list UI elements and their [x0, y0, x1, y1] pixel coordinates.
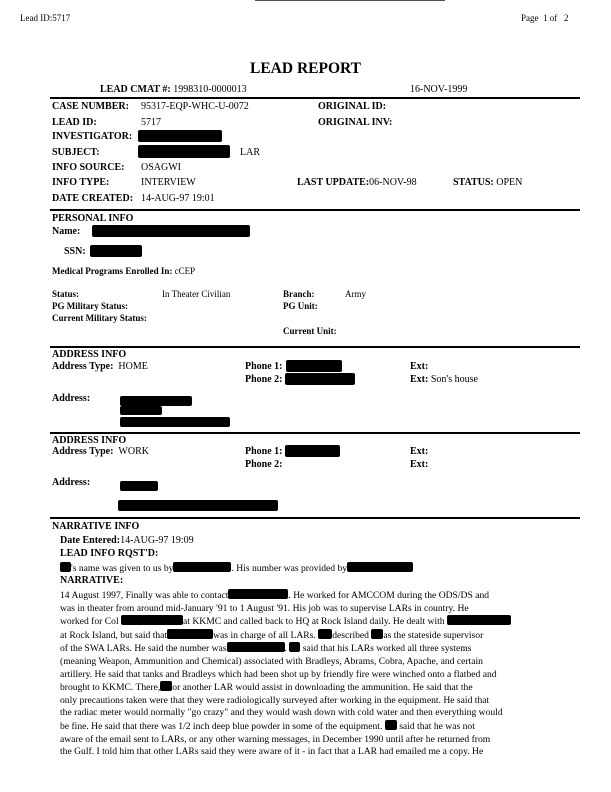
subject-label: SUBJECT: [52, 147, 100, 158]
redaction-block [138, 145, 230, 158]
redaction-block [118, 500, 278, 511]
ext2-label: Ext: [410, 459, 429, 470]
info-source-value: OSAGWI [141, 162, 181, 173]
status: STATUS: OPEN [453, 177, 523, 188]
narrative-label: NARRATIVE: [60, 575, 124, 586]
phone2-label: Phone 2: [245, 374, 283, 385]
top-scan-line [255, 0, 445, 1]
branch-value: Army [345, 289, 366, 299]
redaction-block [120, 417, 230, 427]
ext1-label: Ext: [410, 361, 429, 372]
lead-info-rqst-label: LEAD INFO RQST'D: [60, 548, 159, 559]
narrative-line: be fine. He said that there was 1/2 inch deep blue powder in some of the equipment. said that he was not [60, 720, 475, 732]
date-entered: Date Entered:14-AUG-97 19:09 [60, 535, 194, 546]
redaction-block [90, 245, 142, 257]
page-indicator: Page 1 of 2 [521, 13, 569, 23]
redaction-block [120, 396, 192, 406]
divider [50, 209, 580, 211]
narrative-line: the Gulf. I told him that other LARs said they were aware of it - in fact that a LAR had emailed me a copy. He [60, 746, 484, 758]
redaction-block [286, 360, 342, 372]
narrative-line: at Rock Island, but said that was in charge of all LARs. described as the stateside supervisor [60, 629, 484, 641]
narrative-line: was in theater from around mid-January '91 to 1 August '91. His job was to supervise LARs in country. He [60, 602, 469, 614]
name-label: Name: [52, 226, 81, 237]
narrative-line: of the SWA LARs. He said the number was . said that his LARs worked all three systems [60, 643, 472, 655]
header-lead-id: Lead ID:5717 [20, 13, 71, 23]
date-created-value: 14-AUG-97 19:01 [141, 193, 215, 204]
divider [50, 517, 580, 519]
lead-id-label: LEAD ID: [52, 117, 97, 128]
ext2: Ext: Son's house [410, 374, 478, 385]
narrative-line: 14 August 1997, Finally was able to contact . He worked for AMCCOM during the ODS/DS and [60, 590, 490, 601]
divider [50, 432, 580, 434]
lead-info-rqst-text: 's name was given to us by . His number was provided by [60, 562, 580, 576]
info-type-label: INFO TYPE: [52, 177, 110, 188]
redaction-block [285, 445, 340, 457]
redaction-block [138, 130, 222, 142]
case-number-value: 95317-EQP-WHC-U-0072 [141, 101, 249, 112]
case-number-label: CASE NUMBER: [52, 101, 129, 112]
date-created-label: DATE CREATED: [52, 193, 134, 204]
original-id-label: ORIGINAL ID: [318, 101, 387, 112]
narrative-line: brought to KKMC. There, or another LAR would assist in downloading the ammunition. He said that the [60, 682, 473, 694]
personal-info-heading: PERSONAL INFO [52, 213, 134, 224]
narrative-line: only precautions taken were that they were radiologically surveyed after working in the equipment. He said that [60, 694, 490, 706]
address-type: Address Type: WORK [52, 446, 149, 457]
lead-cmat: LEAD CMAT #: 1998310-0000013 [100, 84, 247, 95]
divider [50, 97, 580, 99]
original-inv-label: ORIGINAL INV: [318, 117, 393, 128]
info-type-value: INTERVIEW [141, 177, 196, 188]
subject-suffix: LAR [240, 147, 260, 158]
redaction-block [92, 225, 250, 237]
medical-programs: Medical Programs Enrolled In: cCEP [52, 266, 196, 276]
phone1-label: Phone 1: [245, 446, 283, 457]
address-label: Address: [52, 477, 91, 488]
info-source-label: INFO SOURCE: [52, 162, 125, 173]
last-update: LAST UPDATE:06-NOV-98 [297, 177, 417, 188]
investigator-label: INVESTIGATOR: [52, 131, 133, 142]
address-info-heading: ADDRESS INFO [52, 349, 127, 360]
address-info-heading: ADDRESS INFO [52, 435, 127, 446]
branch-label: Branch: [283, 289, 315, 299]
ext1-label: Ext: [410, 446, 429, 457]
narrative-body [60, 589, 580, 759]
redaction-block [120, 481, 158, 491]
pg-unit-label: PG Unit: [283, 301, 318, 311]
phone1-label: Phone 1: [245, 361, 283, 372]
pg-military-status-label: PG Military Status: [52, 301, 128, 311]
narrative-line: aware of the email sent to LARs, or any other warning messages, in December 1990 until after he returned from [60, 733, 491, 745]
redaction-block [285, 373, 355, 385]
narrative-line: the radiac meter would normally "go crazy" and they would wash down with cold water and then everything would [60, 707, 503, 719]
status-label: Status: [52, 289, 80, 299]
narrative-line: worked for Col at KKMC and called back to HQ at Rock Island daily. He dealt with [60, 615, 580, 629]
address-type: Address Type: HOME [52, 361, 148, 372]
ssn-label: SSN: [64, 246, 86, 257]
phone2-label: Phone 2: [245, 459, 283, 470]
address-label: Address: [52, 393, 91, 404]
narrative-line: artillery. He said that tanks and Bradleys which had been shot up by friendly fire were winched onto a flatbed and [60, 668, 497, 680]
lead-id-value: 5717 [141, 117, 161, 128]
page-title: LEAD REPORT [250, 60, 361, 77]
status-value: In Theater Civilian [162, 289, 231, 299]
current-military-status-label: Current Military Status: [52, 313, 147, 323]
redaction-block [120, 406, 162, 415]
report-date: 16-NOV-1999 [410, 84, 468, 95]
divider [50, 346, 580, 348]
narrative-line: (meaning Weapon, Ammunition and Chemical) associated with Bradleys, Abrams, Cobra, Apache, and certain [60, 655, 483, 667]
narrative-info-heading: NARRATIVE INFO [52, 521, 140, 532]
current-unit-label: Current Unit: [283, 326, 337, 336]
